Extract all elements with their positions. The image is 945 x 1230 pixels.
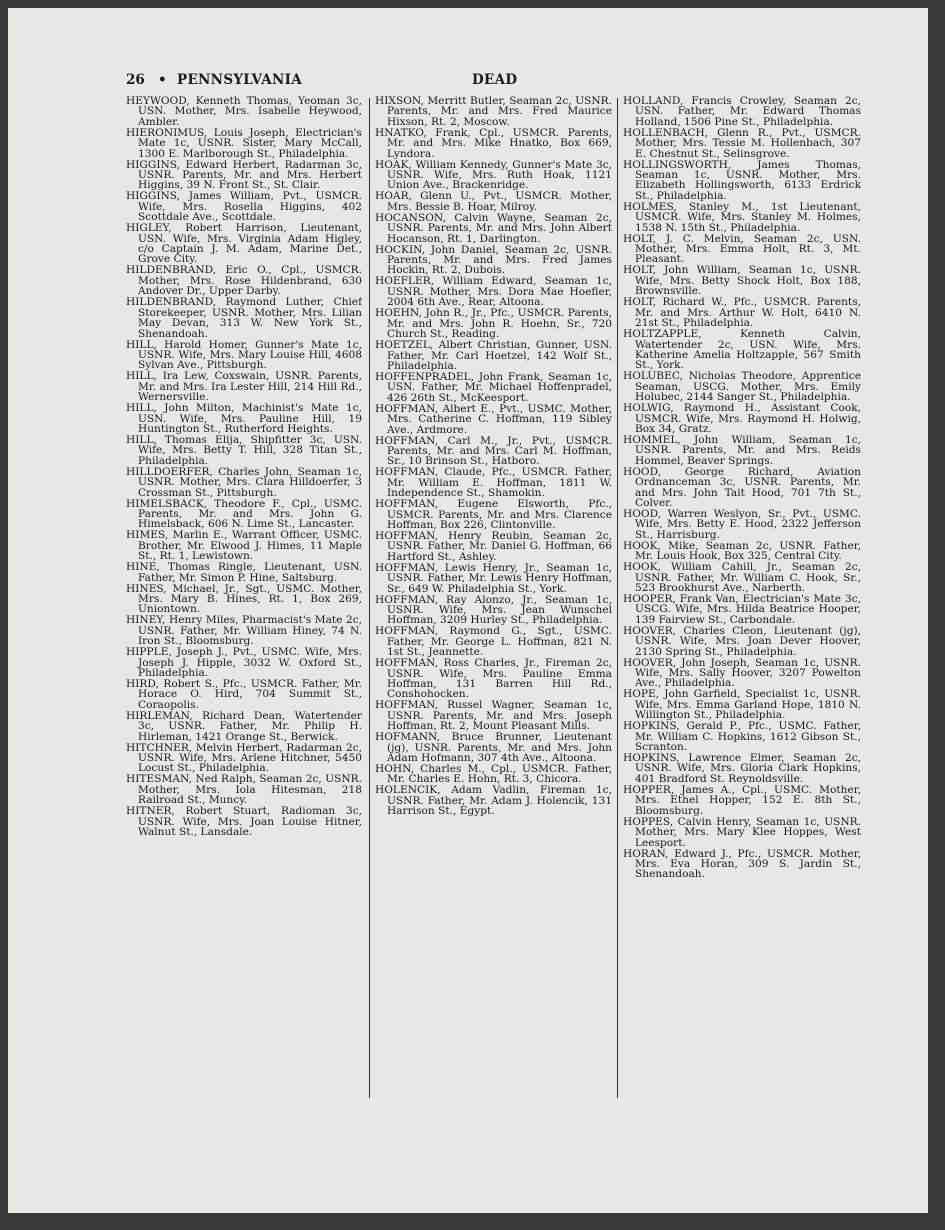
casualty-entry: HOFFMAN, Claude, Pfc., USMCR. Father, Mr. William E. Hoffman, 1811 W. Independence St., Shamokin. [375, 466, 612, 500]
casualty-entry: HIGGINS, James William, Pvt., USMCR. Wife, Mrs. Rosella Higgins, 402 Scottdale Ave., Scottdale. [126, 190, 362, 224]
casualty-entry: HOOD, George Richard, Aviation Ordnanceman 3c, USNR. Parents, Mr. and Mrs. John Tait Hood, 701 7th St., Colver. [623, 465, 861, 509]
casualty-entry: HINE, Thomas Ringle, Lieutenant, USN. Father, Mr. Simon P. Hine, Saltsburg. [126, 561, 362, 584]
casualty-entry: HOFFMAN, Henry Reubin, Seaman 2c, USNR. Father, Mr. Daniel G. Hoffman, 66 Hartford St., Ashley. [375, 529, 612, 563]
casualty-entry: HITESMAN, Ned Ralph, Seaman 2c, USNR. Mother, Mrs. Iola Hitesman, 218 Railroad St., Muncy. [126, 773, 362, 807]
casualty-entry: HILDENBRAND, Raymond Luther, Chief Storekeeper, USNR. Mother, Mrs. Lilian May Devan, 313 W. New York St., Shenandoah. [126, 296, 362, 340]
casualty-entry: HOEFLER, William Edward, Seaman 1c, USNR. Mother, Mrs. Dora Mae Hoefler, 2004 6th Ave., Rear, Altoona. [375, 275, 612, 309]
casualty-entry: HOHN, Charles M., Cpl., USMCR. Father, Mr. Charles E. Hohn, Rt. 3, Chicora. [375, 763, 612, 786]
casualty-entry: HOFFMAN, Carl M., Jr., Pvt., USMCR. Parents, Mr. and Mrs. Carl M. Hoffman, Sr., 10 Brinson St., Hatboro. [375, 434, 612, 468]
casualty-entry: HOPPES, Calvin Henry, Seaman 1c, USNR. Mother, Mrs. Mary Klee Hoppes, West Leesport. [623, 815, 861, 849]
casualty-entry: HITNER, Robert Stuart, Radioman 3c, USNR. Wife, Mrs. Joan Louise Hitner, Walnut St., Lansdale. [126, 805, 362, 839]
casualty-entry: HINES, Michael, Jr., Sgt., USMC. Mother, Mrs. Mary B. Hines, Rt. 1, Box 269, Uniontown. [126, 582, 362, 616]
casualty-entry: HILL, Ira Lew, Coxswain, USNR. Parents, Mr. and Mrs. Ira Lester Hill, 214 Hill Rd., Wernersville. [126, 370, 362, 404]
casualty-entry: HIERONIMUS, Louis Joseph, Electrician's Mate 1c, USNR. Sister, Mary McCall, 1300 E. Marlborough St., Philadelphia. [126, 126, 362, 160]
casualty-entry: HIPPLE, Joseph J., Pvt., USMC. Wife, Mrs. Joseph J. Hipple, 3032 W. Oxford St., Philadelphia. [126, 646, 362, 680]
state-title: PENNSYLVANIA [177, 72, 303, 88]
casualty-entry: HOFFMAN, Ross Charles, Jr., Fireman 2c, USNR. Wife, Mrs. Pauline Emma Hoffman, 131 Barren Hill Rd., Conshohocken. [375, 657, 612, 701]
casualty-entry: HITCHNER, Melvin Herbert, Radarman 2c, USNR. Wife, Mrs. Arlene Hitchner, 5450 Locust St., Philadelphia. [126, 741, 362, 775]
casualty-entry: HOMMEL, John William, Seaman 1c, USNR. Parents, Mr. and Mrs. Reids Hommel, Beaver Springs. [623, 433, 861, 467]
casualty-entry: HOLT, Richard W., Pfc., USMCR. Parents, Mr. and Mrs. Arthur W. Holt, 6410 N. 21st St., Philadelphia. [623, 296, 861, 330]
casualty-entry: HOFFMAN, Lewis Henry, Jr., Seaman 1c, USNR. Father, Mr. Lewis Henry Hoffman, Sr., 649 W. Philadelphia St., York. [375, 561, 612, 595]
casualty-entry: HOLWIG, Raymond H., Assistant Cook, USMCR. Wife, Mrs. Raymond H. Holwig, Box 34, Gratz. [623, 402, 861, 435]
casualty-entry: HOOD, Warren Weslyon, Sr., Pvt., USMC. Wife, Mrs. Betty E. Hood, 2322 Jefferson St., Harrisburg. [623, 507, 861, 541]
casualty-entry: HOFFMAN, Eugene Elsworth, Pfc., USMCR. Parents, Mr. and Mrs. Clarence Hoffman, Box 226, Clintonville. [375, 498, 612, 531]
casualty-entry: HOFFMAN, Albert E., Pvt., USMC. Mother, Mrs. Catherine C. Hoffman, 119 Sibley Ave., Ardmore. [375, 402, 612, 436]
casualty-entry: HILL, Thomas Elija, Shipfitter 3c, USN. Wife, Mrs. Betty T. Hill, 328 Titan St., Philadelphia. [126, 433, 362, 467]
casualty-entry: HOLLAND, Francis Crowley, Seaman 2c, USN. Father, Mr. Edward Thomas Holland, 1506 Pine St., Philadelphia. [623, 96, 861, 128]
section-title: DEAD [472, 72, 518, 88]
casualty-entry: HOAR, Glenn U., Pvt., USMCR. Mother, Mrs. Bessie B. Hoar, Milroy. [375, 190, 612, 213]
casualty-entry: HOFMANN, Bruce Brunner, Lieutenant (jg), USNR. Parents, Mr. and Mrs. John Adam Hofmann, 307 4th Ave., Altoona. [375, 731, 612, 765]
column-divider-right [617, 98, 618, 1098]
casualty-entry: HOFFMAN, Russel Wagner, Seaman 1c, USNR. Parents, Mr. and Mrs. Joseph Hoffman, Rt. 2, Mount Pleasant Mills. [375, 699, 612, 733]
bullet-separator: • [158, 72, 167, 88]
casualty-entry: HOOPER, Frank Van, Electrician's Mate 3c, USCG. Wife, Mrs. Hilda Beatrice Hooper, 139 Fairview St., Carbondale. [623, 593, 861, 626]
casualty-entry: HILLDOERFER, Charles John, Seaman 1c, USNR. Mother, Mrs. Clara Hilldoerfer, 3 Crossman St., Pittsburgh. [126, 465, 362, 499]
casualty-entry: HILL, Harold Homer, Gunner's Mate 1c, USNR. Wife, Mrs. Mary Louise Hill, 4608 Sylvan Ave., Pittsburgh. [126, 338, 362, 372]
casualty-entry: HIRD, Robert S., Pfc., USMCR. Father, Mr. Horace O. Hird, 704 Summit St., Coraopolis. [126, 678, 362, 711]
casualty-entry: HIGLEY, Robert Harrison, Lieutenant, USN. Wife, Mrs. Virginia Adam Higley, c/o Captain J. M. Adam, Marine Det., Grove City. [126, 222, 362, 266]
casualty-entry: HOLUBEC, Nicholas Theodore, Apprentice Seaman, USCG. Mother, Mrs. Emily Holubec, 2144 Sanger St., Philadelphia. [623, 370, 861, 404]
casualty-entry: HOCKIN, John Daniel, Seaman 2c, USNR. Parents, Mr. and Mrs. Fred James Hockin, Rt. 2, Dubois. [375, 243, 612, 277]
page-number: 26 [126, 72, 145, 88]
page-header [126, 72, 866, 96]
casualty-entry: HIGGINS, Edward Herbert, Radarman 3c, USNR. Parents, Mr. and Mrs. Herbert Higgins, 39 N. Front St., St. Clair. [126, 158, 362, 192]
casualty-entry: HIMES, Marlin E., Warrant Officer, USMC. Brother, Mr. Elwood J. Himes, 11 Maple St., Rt. 1, Lewistown. [126, 529, 362, 563]
column-2 [375, 96, 612, 1101]
casualty-entry: HOPE, John Garfield, Specialist 1c, USNR. Wife, Mrs. Emma Garland Hope, 1810 N. Willington St., Philadelphia. [623, 688, 861, 722]
casualty-entry: HNATKO, Frank, Cpl., USMCR. Parents, Mr. and Mrs. Mike Hnatko, Box 669, Lyndora. [375, 126, 612, 160]
casualty-entry: HOEHN, John R., Jr., Pfc., USMCR. Parents, Mr. and Mrs. John R. Hoehn, Sr., 720 Church St., Reading. [375, 307, 612, 341]
casualty-entry: HOOK, Mike, Seaman 2c, USNR. Father, Mr. Louis Hook, Box 325, Central City. [623, 539, 861, 563]
casualty-entry: HOETZEL, Albert Christian, Gunner, USN. Father, Mr. Carl Hoetzel, 142 Wolf St., Philadelphia. [375, 339, 612, 372]
casualty-entry: HOLT, J. C. Melvin, Seaman 2c, USN. Mother, Mrs. Emma Holt, Rt. 3, Mt. Pleasant. [623, 232, 861, 266]
document-page [8, 8, 928, 1213]
casualty-entry: HILL, John Milton, Machinist's Mate 1c, USN. Wife, Mrs. Pauline Hill, 19 Huntington St., Rutherford Heights. [126, 402, 362, 435]
casualty-entry: HOLT, John William, Seaman 1c, USNR. Wife, Mrs. Betty Shock Holt, Box 188, Brownsville. [623, 264, 861, 298]
casualty-entry: HOPKINS, Gerald P., Pfc., USMC. Father, Mr. William C. Hopkins, 1612 Gibson St., Scranton. [623, 720, 861, 754]
casualty-entry: HIRLEMAN, Richard Dean, Watertender 3c, USNR. Father, Mr. Philip H. Hirleman, 1421 Orange St., Berwick. [126, 709, 362, 743]
casualty-entry: HOFFMAN, Raymond G., Sgt., USMC. Father, Mr. George L. Hoffman, 821 N. 1st St., Jeannette. [375, 625, 612, 659]
casualty-entry: HOCANSON, Calvin Wayne, Seaman 2c, USNR. Parents, Mr. and Mrs. John Albert Hocanson, Rt. 1, Darlington. [375, 211, 612, 245]
column-3 [623, 96, 861, 1101]
casualty-entry: HOLLENBACH, Glenn R., Pvt., USMCR. Mother, Mrs. Tessie M. Hollenbach, 307 E. Chestnut St., Selinsgrove. [623, 126, 861, 160]
casualty-entry: HILDENBRAND, Eric O., Cpl., USMCR. Mother, Mrs. Rose Hildenbrand, 630 Andover Dr., Upper Darby. [126, 264, 362, 298]
casualty-entry: HOOK, William Cahill, Jr., Seaman 2c, USNR. Father, Mr. William C. Hook, Sr., 523 Brookhurst Ave., Narberth. [623, 561, 861, 594]
casualty-entry: HOAK, William Kennedy, Gunner's Mate 3c, USNR. Wife, Mrs. Ruth Hoak, 1121 Union Ave., Brackenridge. [375, 158, 612, 192]
casualty-entry: HOOVER, Charles Cleon, Lieutenant (jg), USNR. Wife, Mrs. Joan Dever Hoover, 2130 Spring St., Philadelphia. [623, 624, 861, 658]
casualty-entry: HIXSON, Merritt Butler, Seaman 2c, USNR. Parents, Mr. and Mrs. Fred Maurice Hixson, Rt. 2, Moscow. [375, 96, 612, 128]
casualty-entry: HOLLINGSWORTH, James Thomas, Seaman 1c, USNR. Mother, Mrs. Elizabeth Hollingsworth, 6133 Erdrick St., Philadelphia. [623, 158, 861, 202]
casualty-entry: HEYWOOD, Kenneth Thomas, Yeoman 3c, USN. Mother, Mrs. Isabelle Heywood, Ambler. [126, 96, 362, 128]
casualty-entry: HIMELSBACK, Theodore F., Cpl., USMC. Parents, Mr. and Mrs. John G. Himelsback, 606 N. Lime St., Lancaster. [126, 497, 362, 531]
casualty-entry: HOFFMAN, Ray Alonzo, Jr., Seaman 1c, USNR. Wife, Mrs. Jean Wunschel Hoffman, 3209 Hurley St., Philadelphia. [375, 593, 612, 627]
casualty-entry: HOLMES, Stanley M., 1st Lieutenant, USMCR. Wife, Mrs. Stanley M. Holmes, 1538 N. 15th St., Philadelphia. [623, 200, 861, 234]
casualty-entry: HOPPER, James A., Cpl., USMC. Mother, Mrs. Ethel Hopper, 152 E. 8th St., Bloomsburg. [623, 783, 861, 817]
casualty-entry: HINEY, Henry Miles, Pharmacist's Mate 2c, USNR. Father, Mr. William Hiney, 74 N. Iron St., Bloomsburg. [126, 614, 362, 648]
casualty-entry: HORAN, Edward J., Pfc., USMCR. Mother, Mrs. Eva Horan, 309 S. Jardin St., Shenandoah. [623, 847, 861, 881]
casualty-entry: HOLENCIK, Adam Vadlin, Fireman 1c, USNR. Father, Mr. Adam J. Holencik, 131 Harrison St., Egypt. [375, 784, 612, 818]
column-1 [126, 96, 362, 1101]
column-divider-left [369, 98, 370, 1098]
casualty-entry: HOOVER, John Joseph, Seaman 1c, USNR. Wife, Mrs. Sally Hoover, 3207 Powelton Ave., Philadelphia. [623, 656, 861, 690]
casualty-entry: HOPKINS, Lawrence Elmer, Seaman 2c, USNR. Wife, Mrs. Gloria Clark Hopkins, 401 Bradford St. Reynoldsville. [623, 752, 861, 785]
casualty-entry: HOLTZAPPLE, Kenneth Calvin, Watertender 2c, USN. Wife, Mrs. Katherine Amelia Holtzapple, 567 Smith St., York. [623, 328, 861, 372]
casualty-entry: HOFFENPRADEL, John Frank, Seaman 1c, USN. Father, Mr. Michael Hoffenpradel, 426 26th St., McKeesport. [375, 370, 612, 404]
